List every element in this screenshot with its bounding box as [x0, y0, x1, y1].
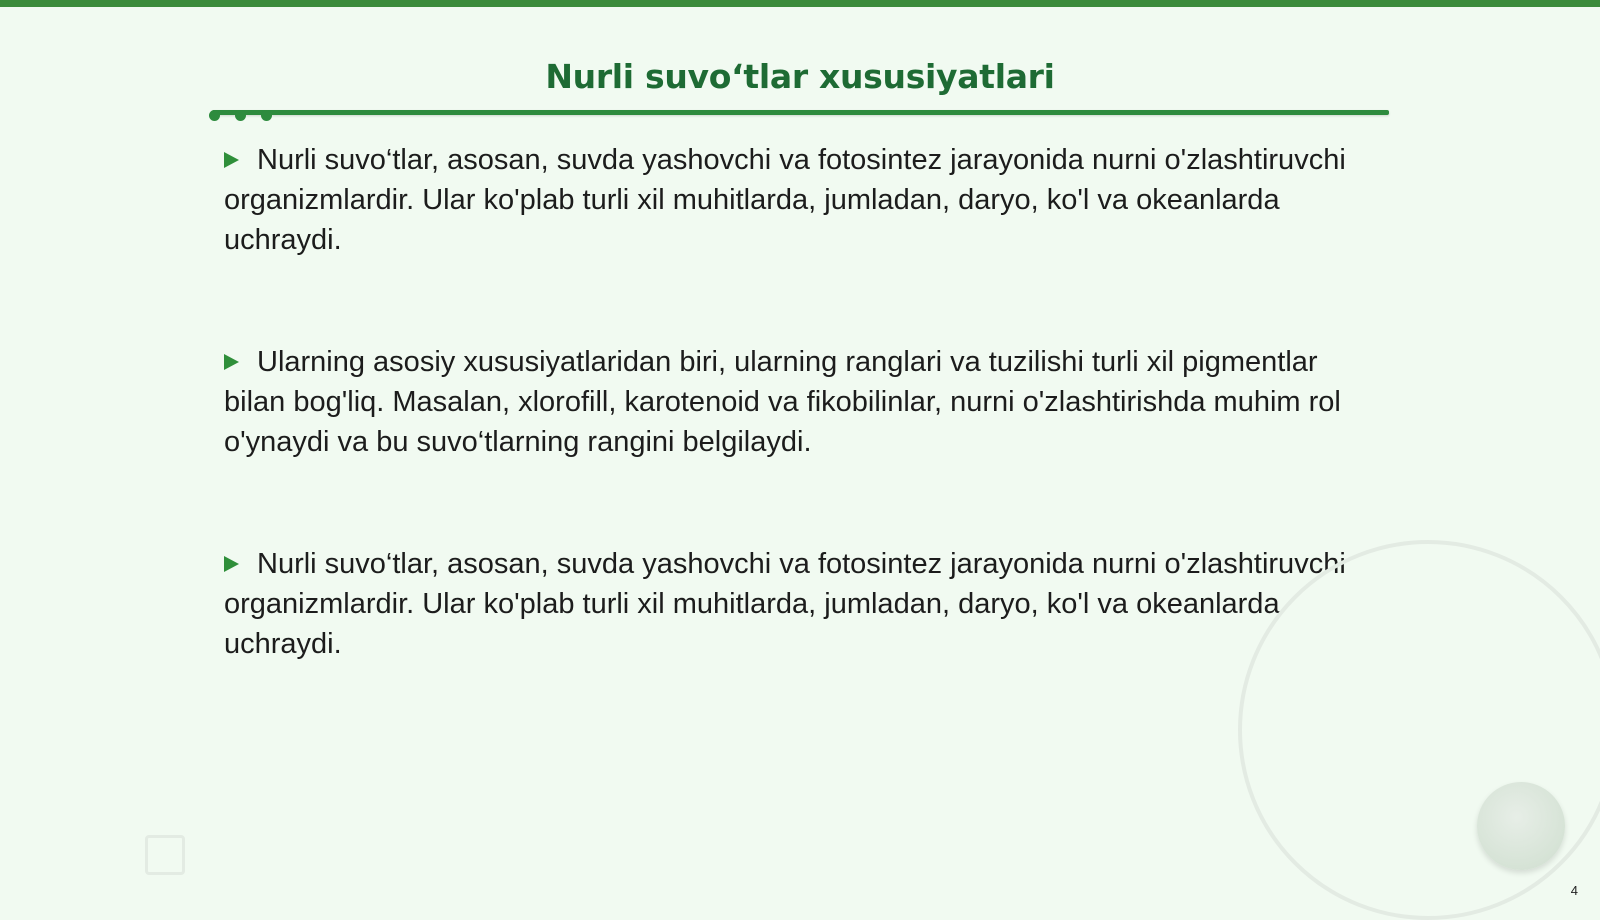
decor-circle-outline [1238, 540, 1600, 920]
bullet-item [224, 544, 1374, 664]
triangle-right-icon [224, 556, 239, 572]
decor-dot [235, 110, 246, 121]
bullet-text: Nurli suvo‘tlar, asosan, suvda yashovchi va fotosintez jarayonida nurni o'zlashtiruvchi organizmlardir. Ular ko'plab turli xil muhitlarda, jumladan, daryo, ko'l va okeanlarda uchraydi. [224, 144, 1346, 256]
triangle-right-icon [224, 152, 239, 168]
decor-circle-filled [1477, 782, 1565, 870]
decor-dot [261, 110, 272, 121]
bullet-text: Ularning asosiy xususiyatlaridan biri, ularning ranglari va tuzilishi turli xil pigmentlar bilan bog'liq. Masalan, xlorofill, karotenoid va fikobilinlar, nurni o'zlashtirishda muhim rol o'ynaydi va bu suvo‘tlarning rangini belgilaydi. [224, 346, 1341, 458]
bullet-item [224, 342, 1374, 462]
decor-square [145, 835, 185, 875]
title-underline [212, 110, 1389, 115]
bullet-item [224, 140, 1374, 260]
page-number: 4 [1570, 883, 1578, 898]
slide-title: Nurli suvo‘tlar xususiyatlari [545, 57, 1055, 96]
triangle-right-icon [224, 354, 239, 370]
bullet-text: Nurli suvo‘tlar, asosan, suvda yashovchi va fotosintez jarayonida nurni o'zlashtiruvchi organizmlardir. Ular ko'plab turli xil muhitlarda, jumladan, daryo, ko'l va okeanlarda uchraydi. [224, 548, 1346, 660]
decor-dot [209, 110, 220, 121]
bullet-list [224, 140, 1374, 746]
top-accent-bar [0, 0, 1600, 7]
